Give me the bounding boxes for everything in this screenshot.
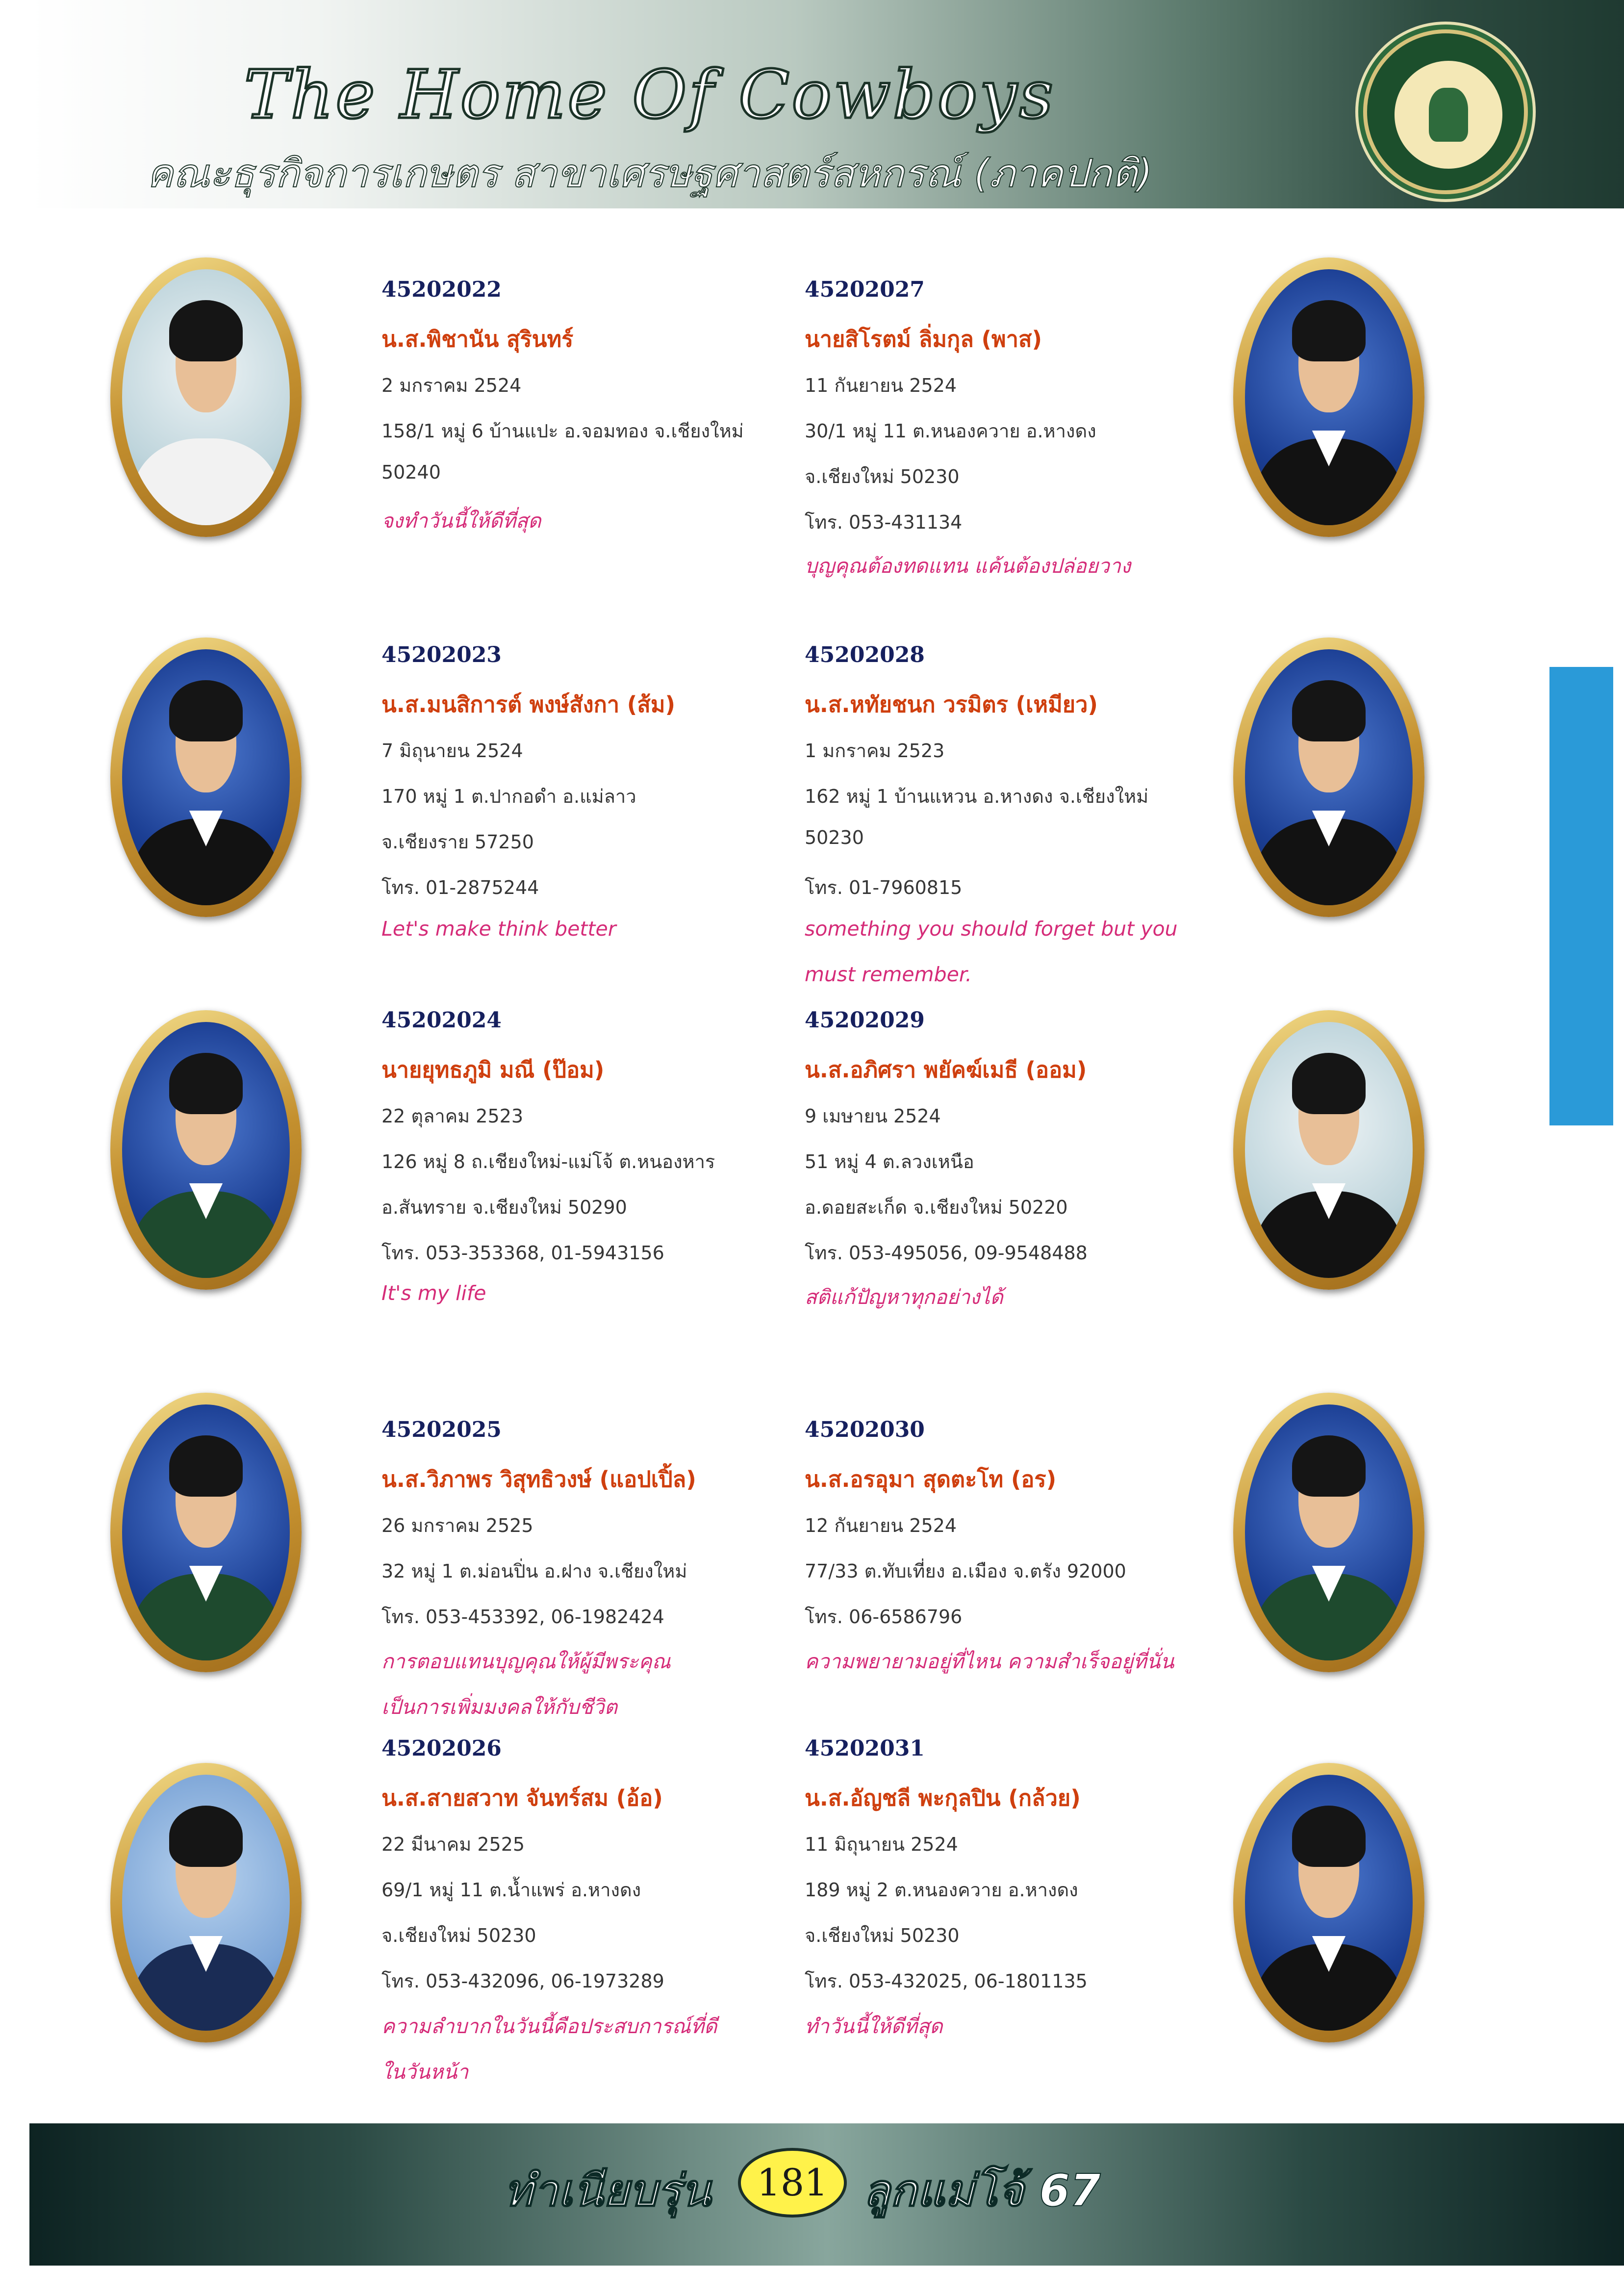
student-info-line: อ.ดอยสะเก็ด จ.เชียงใหม่ 50220 <box>805 1197 1068 1218</box>
student-motto: ความลำบากในวันนี้คือประสบการณ์ที่ดี <box>381 2014 717 2038</box>
student-name: น.ส.อัญชลี พะกุลปิน (กล้วย) <box>805 1785 1081 1811</box>
student-motto: It's my life <box>381 1281 486 1305</box>
student-id: 45202027 <box>805 277 925 302</box>
student-name: น.ส.อภิศรา พยัคฆ์เมธี (ออม) <box>805 1057 1087 1083</box>
student-info-line: 2 มกราคม 2524 <box>381 375 522 396</box>
student-id: 45202022 <box>381 277 502 302</box>
student-info-line: 22 ตุลาคม 2523 <box>381 1105 523 1127</box>
student-name: น.ส.พิชานัน สุรินทร์ <box>381 326 574 352</box>
student-motto: something you should forget but you <box>805 917 1178 941</box>
student-motto: ทำวันนี้ให้ดีที่สุด <box>805 2014 943 2038</box>
student-info-line: โทร. 053-453392, 06-1982424 <box>381 1606 664 1628</box>
student-info-line: โทร. 01-2875244 <box>381 877 539 898</box>
student-id: 45202031 <box>805 1736 925 1761</box>
student-motto: เป็นการเพิ่มมงคลให้กับชีวิต <box>381 1695 617 1719</box>
student-info-line: 51 หมู่ 4 ต.ลวงเหนือ <box>805 1151 974 1173</box>
student-info-line: โทร. 01-7960815 <box>805 877 963 898</box>
student-info-line: โทร. 053-432025, 06-1801135 <box>805 1970 1088 1992</box>
student-photo <box>110 1010 302 1290</box>
student-name: น.ส.หทัยชนก วรมิตร (เหมียว) <box>805 691 1098 717</box>
student-info-line: โทร. 053-495056, 09-9548488 <box>805 1242 1088 1264</box>
side-tab-marker <box>1549 667 1613 1125</box>
student-name: น.ส.มนสิการต์ พงษ์สังกา (ส้ม) <box>381 691 676 717</box>
logo-emblem <box>1429 88 1468 142</box>
student-info-line: 7 มิถุนายน 2524 <box>381 740 523 762</box>
student-motto: จงทำวันนี้ให้ดีที่สุด <box>381 509 541 533</box>
student-info-line: 162 หมู่ 1 บ้านแหวน อ.หางดง จ.เชียงใหม่ <box>805 786 1149 807</box>
student-photo <box>1233 1763 1424 2042</box>
student-info-line: 1 มกราคม 2523 <box>805 740 945 762</box>
student-name: น.ส.วิภาพร วิสุทธิวงษ์ (แอปเปิ้ล) <box>381 1466 696 1492</box>
student-info-line: 12 กันยายน 2524 <box>805 1515 957 1536</box>
student-info-line: 50230 <box>805 827 864 848</box>
page-number: 181 <box>738 2148 847 2218</box>
student-id: 45202028 <box>805 642 925 667</box>
student-info-line: 189 หมู่ 2 ต.หนองควาย อ.หางดง <box>805 1879 1078 1901</box>
student-id: 45202023 <box>381 642 502 667</box>
student-motto: ความพยายามอยู่ที่ไหน ความสำเร็จอยู่ที่นั่น <box>805 1650 1174 1673</box>
student-info-line: โทร. 06-6586796 <box>805 1606 963 1628</box>
student-info-line: 11 มิถุนายน 2524 <box>805 1834 958 1855</box>
student-info-line: โทร. 053-431134 <box>805 511 963 533</box>
student-info-line: อ.สันทราย จ.เชียงใหม่ 50290 <box>381 1197 627 1218</box>
student-info-line: จ.เชียงใหม่ 50230 <box>381 1925 536 1946</box>
student-motto: ในวันหน้า <box>381 2060 469 2084</box>
student-info-line: จ.เชียงราย 57250 <box>381 831 534 853</box>
student-id: 45202026 <box>381 1736 502 1761</box>
student-info-line: 22 มีนาคม 2525 <box>381 1834 525 1855</box>
student-photo <box>110 638 302 917</box>
student-motto: การตอบแทนบุญคุณให้ผู้มีพระคุณ <box>381 1650 671 1673</box>
footer-title: ทำเนียบรุ่น <box>504 2165 711 2217</box>
page-title: The Home Of Cowboys <box>244 56 1056 134</box>
page-subtitle: คณะธุรกิจการเกษตร สาขาเศรษฐศาสตร์สหกรณ์ (ภาคปกติ) <box>147 151 1153 196</box>
student-info-line: โทร. 053-353368, 01-5943156 <box>381 1242 664 1264</box>
student-photo <box>1233 1010 1424 1290</box>
student-motto: บุญคุณต้องทดแทน แค้นต้องปล่อยวาง <box>805 554 1131 578</box>
student-info-line: จ.เชียงใหม่ 50230 <box>805 466 960 487</box>
student-name: นายยุทธภูมิ มณี (ป๊อม) <box>381 1057 605 1083</box>
student-info-line: 69/1 หมู่ 11 ต.น้ำแพร่ อ.หางดง <box>381 1879 641 1901</box>
student-photo <box>1233 257 1424 537</box>
student-info-line: 9 เมษายน 2524 <box>805 1105 941 1127</box>
student-info-line: 11 กันยายน 2524 <box>805 375 957 396</box>
student-photo <box>110 1763 302 2042</box>
student-info-line: 32 หมู่ 1 ต.ม่อนปิ่น อ.ฝาง จ.เชียงใหม่ <box>381 1560 687 1582</box>
student-motto: สติแก้ปัญหาทุกอย่างได้ <box>805 1285 1003 1309</box>
student-info-line: 158/1 หมู่ 6 บ้านแปะ อ.จอมทอง จ.เชียงใหม่ <box>381 420 744 442</box>
student-info-line: โทร. 053-432096, 06-1973289 <box>381 1970 664 1992</box>
student-info-line: จ.เชียงใหม่ 50230 <box>805 1925 960 1946</box>
university-logo-icon <box>1363 29 1528 194</box>
student-motto: must remember. <box>805 963 972 986</box>
student-motto: Let's make think better <box>381 917 616 941</box>
student-name: น.ส.สายสวาท จันทร์สม (อ้อ) <box>381 1785 663 1811</box>
student-id: 45202025 <box>381 1417 502 1442</box>
student-photo <box>110 257 302 537</box>
student-info-line: 26 มกราคม 2525 <box>381 1515 533 1536</box>
student-id: 45202030 <box>805 1417 925 1442</box>
student-photo <box>1233 638 1424 917</box>
student-info-line: 126 หมู่ 8 ถ.เชียงใหม่-แม่โจ้ ต.หนองหาร <box>381 1151 715 1173</box>
student-info-line: 50240 <box>381 461 441 483</box>
student-id: 45202024 <box>381 1008 502 1033</box>
student-id: 45202029 <box>805 1008 925 1033</box>
student-info-line: 170 หมู่ 1 ต.ปากอดำ อ.แม่ลาว <box>381 786 636 807</box>
student-info-line: 77/33 ต.ทับเที่ยง อ.เมือง จ.ตรัง 92000 <box>805 1560 1126 1582</box>
student-name: นายสิโรตม์ ลิ่มกุล (พาส) <box>805 326 1042 352</box>
student-photo <box>1233 1393 1424 1672</box>
logo-seal <box>1392 58 1505 172</box>
student-photo <box>110 1393 302 1672</box>
footer-subtitle: ลูกแม่โจ้ 67 <box>863 2165 1101 2217</box>
student-name: น.ส.อรอุมา สุดตะโท (อร) <box>805 1466 1057 1492</box>
student-info-line: 30/1 หมู่ 11 ต.หนองควาย อ.หางดง <box>805 420 1096 442</box>
